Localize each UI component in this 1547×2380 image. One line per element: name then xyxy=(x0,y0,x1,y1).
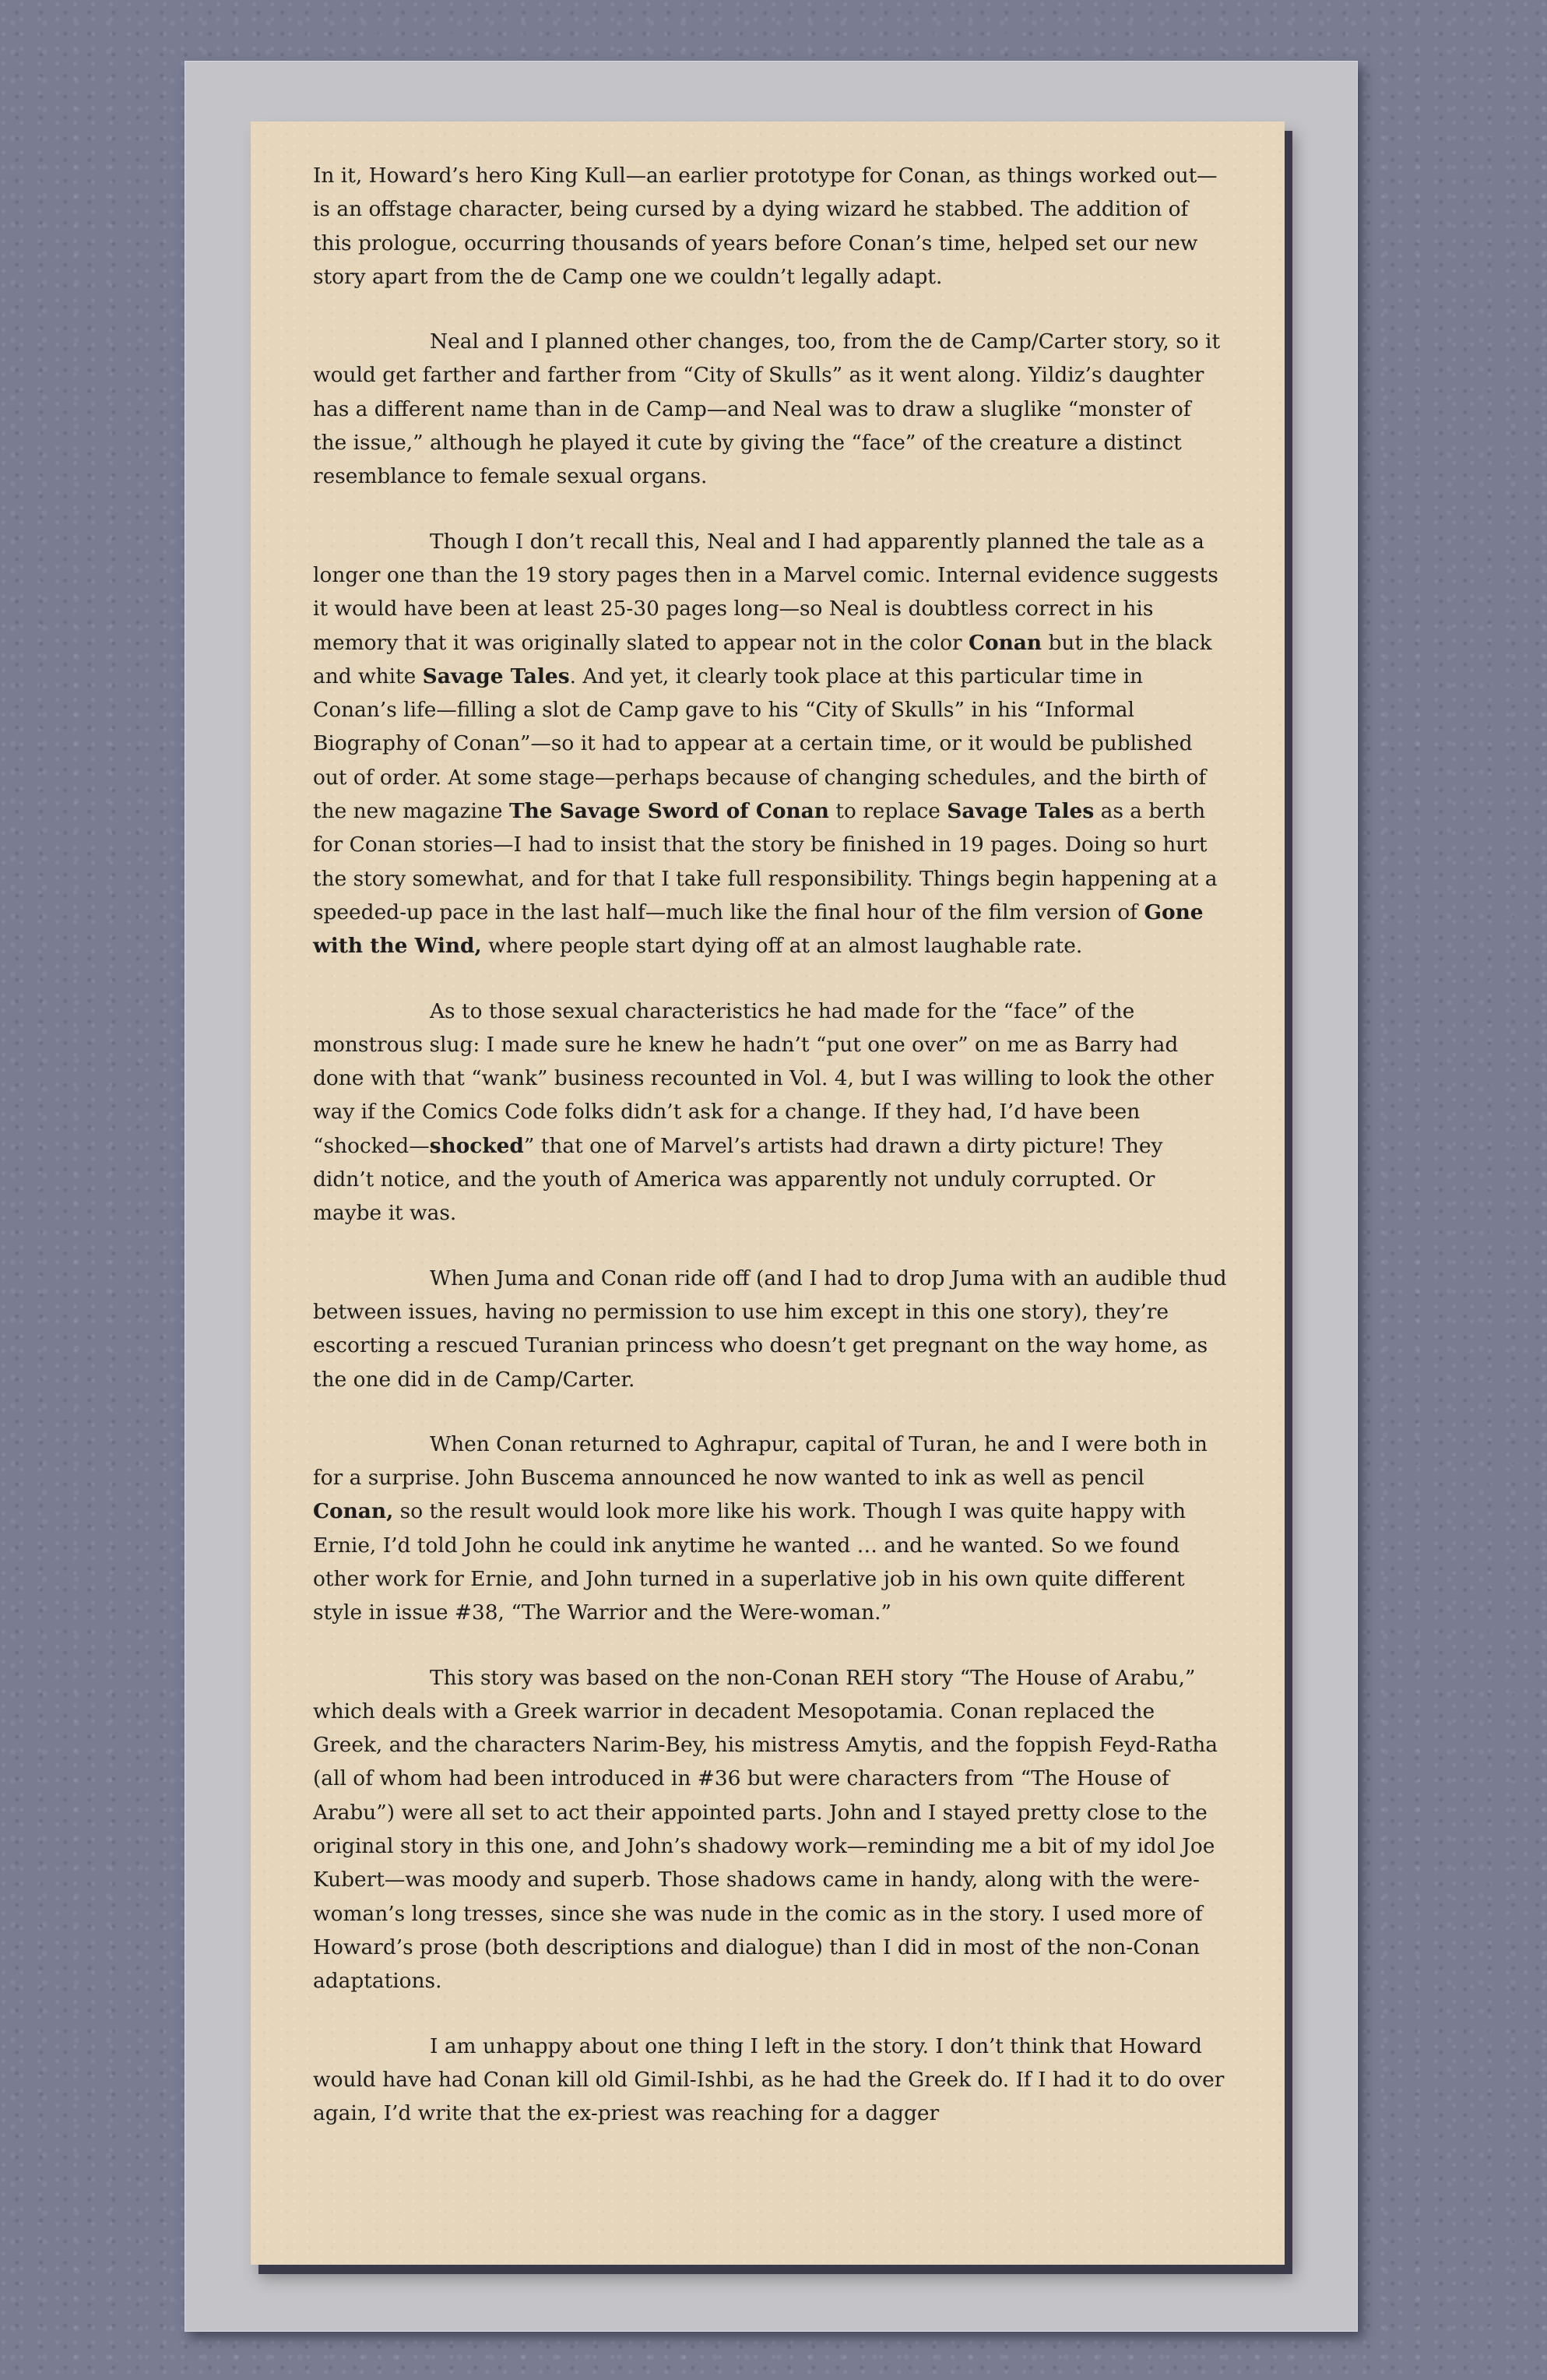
paragraph-text: where people start dying off at an almost laughable rate. xyxy=(481,934,1083,959)
paragraph-text: so the result would look more like his work. Though I was quite happy with Ernie, I’d told John he could ink anytime he wanted … and he wanted. So we found other work for Ernie, and John turned in a superlative job in his own quite different style in issue #38, “The Warrior and the Were-woman.” xyxy=(313,1499,1186,1625)
bold-title-text: Savage Tales xyxy=(947,799,1095,824)
paragraph-text: to replace xyxy=(828,799,948,824)
paragraph xyxy=(313,1262,1228,1396)
paragraph-text: . And yet, it clearly took place at this particular time in Conan’s life—filling a slot de Camp gave to his “City of Skulls” in his “Informal Biography of Conan”—so it had to appear at a certain time, or it would be published out of order. At some stage—perhaps because of changing schedules, and the birth of the new magazine xyxy=(313,664,1207,824)
paragraph xyxy=(313,525,1228,963)
paragraph-text: Though I don’t recall this, Neal and I had apparently planned the tale as a longer one than the 19 story pages then in a Marvel comic. Internal evidence suggests it would have been at least 25-30 pages long—so Neal is doubtless correct in his memory that it was originally slated to appear not in the color xyxy=(313,529,1218,655)
paragraph-text: ” that one of Marvel’s artists had drawn a dirty picture! They didn’t notice, and the youth of America was apparently not unduly corrupted. Or maybe it was. xyxy=(313,1133,1163,1226)
paragraph xyxy=(313,325,1228,493)
bold-title-text: Gone with the Wind, xyxy=(313,900,1204,959)
paragraph-text: When Juma and Conan ride off (and I had to drop Juma with an audible thud between issues, having no permission to use him except in this one story), they’re escorting a rescued Turanian princess who doesn’t get pregnant on the way home, as the one did in de Camp/Carter. xyxy=(313,1266,1227,1392)
bold-title-text: shocked xyxy=(429,1133,524,1158)
paragraph-text: This story was based on the non-Conan REH story “The House of Arabu,” which deals with a Greek warrior in decadent Mesopotamia. Conan replaced the Greek, and the characters Narim-Bey, his mistress Amytis, and the foppish Feyd-Ratha (all of whom had been introduced in #36 but were characters from “The House of Arabu”) were all set to act their appointed parts. John and I stayed pretty close to the original story in this one, and John’s shadowy work—reminding me a bit of my idol Joe Kubert—was moody and superb. Those shadows came in handy, along with the were-woman’s long tresses, since she was nude in the comic as in the story. I used more of Howard’s prose (both descriptions and dialogue) than I did in most of the non-Conan adaptations. xyxy=(313,1665,1218,1994)
paragraph-text: In it, Howard’s hero King Kull—an earlier prototype for Conan, as things worked out—is an offstage character, being cursed by a dying wizard he stabbed. The addition of this prologue, occurring thousands of years before Conan’s time, helped set our new story apart from the de Camp one we couldn’t legally adapt. xyxy=(313,164,1218,289)
paragraph-text: as a berth for Conan stories—I had to insist that the story be finished in 19 pages. Doing so hurt the story somewhat, and for that I take full responsibility. Things begin happening at a speeded-up pace in the last half—much like the final hour of the film version of xyxy=(313,799,1218,924)
bold-title-text: Conan xyxy=(968,630,1042,655)
paragraph xyxy=(313,995,1228,1230)
text-page xyxy=(251,121,1285,2265)
bold-title-text: Savage Tales xyxy=(422,664,570,688)
paragraph-text: As to those sexual characteristics he had made for the “face” of the monstrous slug: I made sure he knew he hadn’t “put one over” on me as Barry had done with that “wank” business recounted in Vol. 4, but I was willing to look the other way if the Comics Code folks didn’t ask for a change. If they had, I’d have been “shocked— xyxy=(313,998,1214,1158)
paragraph-text: Neal and I planned other changes, too, from the de Camp/Carter story, so it would get farther and farther from “City of Skulls” as it went along. Yildiz’s daughter has a different name than in de Camp—and Neal was to draw a sluglike “monster of the issue,” although he played it cute by giving the “face” of the creature a distinct resemblance to female sexual organs. xyxy=(313,329,1221,489)
paragraph xyxy=(313,2030,1228,2131)
paragraph xyxy=(313,159,1228,294)
paragraph-text: I am unhappy about one thing I left in the story. I don’t think that Howard would have had Conan kill old Gimil-Ishbi, as he had the Greek do. If I had it to do over again, I’d write that the ex-priest was reaching for a dagger xyxy=(313,2033,1225,2126)
paragraph xyxy=(313,1661,1228,1998)
bold-title-text: Conan, xyxy=(313,1499,394,1524)
article-body xyxy=(313,159,1228,2161)
paragraph-text: When Conan returned to Aghrapur, capital of Turan, he and I were both in for a surprise. John Buscema announced he now wanted to ink as well as pencil xyxy=(313,1431,1208,1491)
paragraph-text: but in the black and white xyxy=(313,630,1212,688)
paragraph xyxy=(313,1428,1228,1630)
bold-title-text: The Savage Sword of Conan xyxy=(508,799,829,824)
